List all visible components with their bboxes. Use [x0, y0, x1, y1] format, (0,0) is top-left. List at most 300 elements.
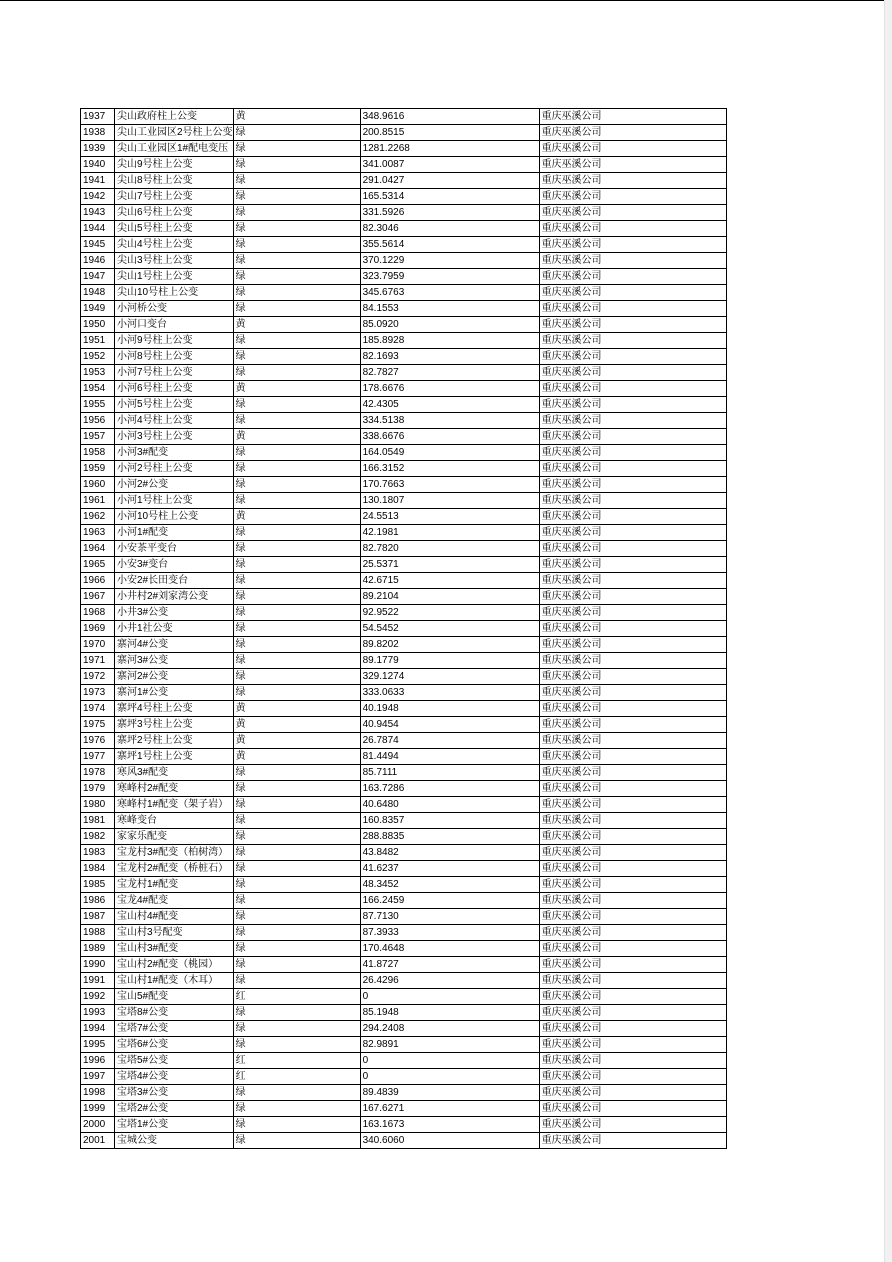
- company-cell: 重庆巫溪公司: [539, 109, 726, 125]
- status-cell: 绿: [233, 141, 360, 157]
- transformer-name-cell: 小河5号柱上公变: [115, 397, 234, 413]
- status-cell: 黄: [233, 717, 360, 733]
- company-cell: 重庆巫溪公司: [539, 141, 726, 157]
- table-row: [81, 685, 727, 701]
- table-row: [81, 541, 727, 557]
- value-cell: 185.8928: [360, 333, 539, 349]
- status-cell: 绿: [233, 477, 360, 493]
- value-cell: 81.4494: [360, 749, 539, 765]
- status-cell: 绿: [233, 877, 360, 893]
- company-cell: 重庆巫溪公司: [539, 781, 726, 797]
- value-cell: 42.6715: [360, 573, 539, 589]
- company-cell: 重庆巫溪公司: [539, 1053, 726, 1069]
- company-cell: 重庆巫溪公司: [539, 413, 726, 429]
- transformer-name-cell: 宝塔4#公变: [115, 1069, 234, 1085]
- status-cell: 黄: [233, 317, 360, 333]
- value-cell: 0: [360, 1069, 539, 1085]
- company-cell: 重庆巫溪公司: [539, 685, 726, 701]
- table-row: [81, 589, 727, 605]
- transformer-name-cell: 寨河2#公变: [115, 669, 234, 685]
- value-cell: 163.1673: [360, 1117, 539, 1133]
- row-id-cell: 1937: [81, 109, 115, 125]
- row-id-cell: 1960: [81, 477, 115, 493]
- transformer-name-cell: 尖山6号柱上公变: [115, 205, 234, 221]
- status-cell: 绿: [233, 669, 360, 685]
- value-cell: 82.7820: [360, 541, 539, 557]
- company-cell: 重庆巫溪公司: [539, 1037, 726, 1053]
- value-cell: 54.5452: [360, 621, 539, 637]
- row-id-cell: 1992: [81, 989, 115, 1005]
- company-cell: 重庆巫溪公司: [539, 765, 726, 781]
- row-id-cell: 2001: [81, 1133, 115, 1149]
- company-cell: 重庆巫溪公司: [539, 125, 726, 141]
- transformer-name-cell: 小河6号柱上公变: [115, 381, 234, 397]
- company-cell: 重庆巫溪公司: [539, 157, 726, 173]
- table-row: [81, 1037, 727, 1053]
- transformer-name-cell: 小河1号柱上公变: [115, 493, 234, 509]
- company-cell: 重庆巫溪公司: [539, 957, 726, 973]
- company-cell: 重庆巫溪公司: [539, 221, 726, 237]
- transformer-name-cell: 寒风3#配变: [115, 765, 234, 781]
- status-cell: 黄: [233, 109, 360, 125]
- company-cell: 重庆巫溪公司: [539, 1069, 726, 1085]
- table-row: [81, 701, 727, 717]
- row-id-cell: 1959: [81, 461, 115, 477]
- company-cell: 重庆巫溪公司: [539, 237, 726, 253]
- value-cell: 0: [360, 1053, 539, 1069]
- value-cell: 170.4648: [360, 941, 539, 957]
- status-cell: 绿: [233, 1133, 360, 1149]
- row-id-cell: 1953: [81, 365, 115, 381]
- transformer-name-cell: 宝龙村2#配变（桥桩石）: [115, 861, 234, 877]
- table-row: [81, 1021, 727, 1037]
- row-id-cell: 1963: [81, 525, 115, 541]
- row-id-cell: 1948: [81, 285, 115, 301]
- status-cell: 绿: [233, 413, 360, 429]
- transformer-name-cell: 宝塔3#公变: [115, 1085, 234, 1101]
- company-cell: 重庆巫溪公司: [539, 381, 726, 397]
- row-id-cell: 1991: [81, 973, 115, 989]
- company-cell: 重庆巫溪公司: [539, 461, 726, 477]
- table-row: [81, 509, 727, 525]
- row-id-cell: 1972: [81, 669, 115, 685]
- transformer-name-cell: 宝塔2#公变: [115, 1101, 234, 1117]
- value-cell: 170.7663: [360, 477, 539, 493]
- value-cell: 0: [360, 989, 539, 1005]
- row-id-cell: 1945: [81, 237, 115, 253]
- row-id-cell: 1980: [81, 797, 115, 813]
- row-id-cell: 1998: [81, 1085, 115, 1101]
- status-cell: 绿: [233, 685, 360, 701]
- value-cell: 333.0633: [360, 685, 539, 701]
- table-row: [81, 669, 727, 685]
- transformer-table: [80, 108, 727, 1149]
- status-cell: 绿: [233, 1037, 360, 1053]
- table-row: [81, 653, 727, 669]
- row-id-cell: 1939: [81, 141, 115, 157]
- status-cell: 绿: [233, 621, 360, 637]
- transformer-name-cell: 小安茶平变台: [115, 541, 234, 557]
- row-id-cell: 1988: [81, 925, 115, 941]
- status-cell: 绿: [233, 829, 360, 845]
- transformer-name-cell: 宝塔1#公变: [115, 1117, 234, 1133]
- row-id-cell: 1971: [81, 653, 115, 669]
- row-id-cell: 1996: [81, 1053, 115, 1069]
- status-cell: 绿: [233, 493, 360, 509]
- value-cell: 323.7959: [360, 269, 539, 285]
- value-cell: 89.1779: [360, 653, 539, 669]
- value-cell: 25.5371: [360, 557, 539, 573]
- table-row: [81, 1101, 727, 1117]
- value-cell: 331.5926: [360, 205, 539, 221]
- transformer-name-cell: 宝龙村3#配变（柏树湾）: [115, 845, 234, 861]
- status-cell: 绿: [233, 397, 360, 413]
- status-cell: 绿: [233, 909, 360, 925]
- row-id-cell: 1973: [81, 685, 115, 701]
- value-cell: 40.9454: [360, 717, 539, 733]
- transformer-name-cell: 小河4号柱上公变: [115, 413, 234, 429]
- status-cell: 绿: [233, 765, 360, 781]
- value-cell: 82.9891: [360, 1037, 539, 1053]
- value-cell: 85.7111: [360, 765, 539, 781]
- table-row: [81, 477, 727, 493]
- transformer-name-cell: 宝山村3#配变: [115, 941, 234, 957]
- company-cell: 重庆巫溪公司: [539, 333, 726, 349]
- value-cell: 85.1948: [360, 1005, 539, 1021]
- company-cell: 重庆巫溪公司: [539, 477, 726, 493]
- company-cell: 重庆巫溪公司: [539, 1117, 726, 1133]
- row-id-cell: 1985: [81, 877, 115, 893]
- table-row: [81, 429, 727, 445]
- company-cell: 重庆巫溪公司: [539, 877, 726, 893]
- company-cell: 重庆巫溪公司: [539, 253, 726, 269]
- table-row: [81, 813, 727, 829]
- value-cell: 87.3933: [360, 925, 539, 941]
- value-cell: 345.6763: [360, 285, 539, 301]
- row-id-cell: 1983: [81, 845, 115, 861]
- row-id-cell: 1976: [81, 733, 115, 749]
- status-cell: 绿: [233, 349, 360, 365]
- value-cell: 355.5614: [360, 237, 539, 253]
- transformer-name-cell: 宝山5#配变: [115, 989, 234, 1005]
- table-row: [81, 1053, 727, 1069]
- status-cell: 绿: [233, 365, 360, 381]
- table-row: [81, 397, 727, 413]
- transformer-name-cell: 宝塔5#公变: [115, 1053, 234, 1069]
- status-cell: 绿: [233, 845, 360, 861]
- transformer-name-cell: 宝城公变: [115, 1133, 234, 1149]
- status-cell: 绿: [233, 813, 360, 829]
- value-cell: 42.1981: [360, 525, 539, 541]
- company-cell: 重庆巫溪公司: [539, 733, 726, 749]
- row-id-cell: 1965: [81, 557, 115, 573]
- company-cell: 重庆巫溪公司: [539, 973, 726, 989]
- transformer-name-cell: 小河2号柱上公变: [115, 461, 234, 477]
- row-id-cell: 1968: [81, 605, 115, 621]
- table-row: [81, 413, 727, 429]
- company-cell: 重庆巫溪公司: [539, 189, 726, 205]
- transformer-name-cell: 宝塔6#公变: [115, 1037, 234, 1053]
- company-cell: 重庆巫溪公司: [539, 349, 726, 365]
- transformer-name-cell: 寨河3#公变: [115, 653, 234, 669]
- transformer-name-cell: 尖山10号柱上公变: [115, 285, 234, 301]
- status-cell: 绿: [233, 653, 360, 669]
- status-cell: 绿: [233, 1101, 360, 1117]
- page-right-edge: [884, 0, 892, 1262]
- status-cell: 绿: [233, 221, 360, 237]
- value-cell: 291.0427: [360, 173, 539, 189]
- table-row: [81, 125, 727, 141]
- row-id-cell: 1995: [81, 1037, 115, 1053]
- transformer-name-cell: 寒峰村2#配变: [115, 781, 234, 797]
- status-cell: 黄: [233, 429, 360, 445]
- row-id-cell: 1967: [81, 589, 115, 605]
- value-cell: 82.7827: [360, 365, 539, 381]
- table-row: [81, 781, 727, 797]
- table-row: [81, 189, 727, 205]
- status-cell: 绿: [233, 173, 360, 189]
- table-row: [81, 365, 727, 381]
- table-row: [81, 573, 727, 589]
- value-cell: 338.6676: [360, 429, 539, 445]
- value-cell: 341.0087: [360, 157, 539, 173]
- row-id-cell: 1943: [81, 205, 115, 221]
- transformer-name-cell: 宝龙4#配变: [115, 893, 234, 909]
- row-id-cell: 1964: [81, 541, 115, 557]
- table-row: [81, 957, 727, 973]
- row-id-cell: 1956: [81, 413, 115, 429]
- page-top-rule: [0, 0, 892, 1]
- value-cell: 370.1229: [360, 253, 539, 269]
- table-row: [81, 877, 727, 893]
- transformer-name-cell: 寒峰村1#配变（架子岩）: [115, 797, 234, 813]
- status-cell: 绿: [233, 941, 360, 957]
- status-cell: 红: [233, 989, 360, 1005]
- status-cell: 绿: [233, 541, 360, 557]
- value-cell: 130.1807: [360, 493, 539, 509]
- table-row: [81, 1085, 727, 1101]
- status-cell: 绿: [233, 1117, 360, 1133]
- company-cell: 重庆巫溪公司: [539, 941, 726, 957]
- status-cell: 绿: [233, 637, 360, 653]
- transformer-name-cell: 宝山村4#配变: [115, 909, 234, 925]
- row-id-cell: 1977: [81, 749, 115, 765]
- value-cell: 348.9616: [360, 109, 539, 125]
- table-row: [81, 797, 727, 813]
- company-cell: 重庆巫溪公司: [539, 1021, 726, 1037]
- row-id-cell: 1940: [81, 157, 115, 173]
- row-id-cell: 1946: [81, 253, 115, 269]
- row-id-cell: 1994: [81, 1021, 115, 1037]
- company-cell: 重庆巫溪公司: [539, 813, 726, 829]
- value-cell: 166.3152: [360, 461, 539, 477]
- transformer-name-cell: 寨河4#公变: [115, 637, 234, 653]
- table-row: [81, 621, 727, 637]
- row-id-cell: 1942: [81, 189, 115, 205]
- table-row: [81, 749, 727, 765]
- row-id-cell: 1952: [81, 349, 115, 365]
- transformer-name-cell: 小安2#长田变台: [115, 573, 234, 589]
- company-cell: 重庆巫溪公司: [539, 493, 726, 509]
- status-cell: 绿: [233, 1021, 360, 1037]
- transformer-name-cell: 寨坪1号柱上公变: [115, 749, 234, 765]
- status-cell: 绿: [233, 861, 360, 877]
- row-id-cell: 1979: [81, 781, 115, 797]
- table-row: [81, 237, 727, 253]
- value-cell: 84.1553: [360, 301, 539, 317]
- status-cell: 黄: [233, 381, 360, 397]
- company-cell: 重庆巫溪公司: [539, 989, 726, 1005]
- company-cell: 重庆巫溪公司: [539, 445, 726, 461]
- table-row: [81, 157, 727, 173]
- row-id-cell: 1941: [81, 173, 115, 189]
- table-row: [81, 445, 727, 461]
- value-cell: 48.3452: [360, 877, 539, 893]
- transformer-name-cell: 宝龙村1#配变: [115, 877, 234, 893]
- row-id-cell: 1955: [81, 397, 115, 413]
- transformer-name-cell: 尖山7号柱上公变: [115, 189, 234, 205]
- value-cell: 165.5314: [360, 189, 539, 205]
- row-id-cell: 1957: [81, 429, 115, 445]
- table-row: [81, 973, 727, 989]
- company-cell: 重庆巫溪公司: [539, 1101, 726, 1117]
- company-cell: 重庆巫溪公司: [539, 205, 726, 221]
- table-row: [81, 381, 727, 397]
- row-id-cell: 1975: [81, 717, 115, 733]
- company-cell: 重庆巫溪公司: [539, 509, 726, 525]
- value-cell: 89.2104: [360, 589, 539, 605]
- transformer-name-cell: 寨坪2号柱上公变: [115, 733, 234, 749]
- value-cell: 40.6480: [360, 797, 539, 813]
- status-cell: 绿: [233, 269, 360, 285]
- value-cell: 26.7874: [360, 733, 539, 749]
- transformer-name-cell: 寨河1#公变: [115, 685, 234, 701]
- row-id-cell: 1993: [81, 1005, 115, 1021]
- value-cell: 167.6271: [360, 1101, 539, 1117]
- company-cell: 重庆巫溪公司: [539, 1085, 726, 1101]
- value-cell: 85.0920: [360, 317, 539, 333]
- status-cell: 绿: [233, 445, 360, 461]
- status-cell: 绿: [233, 125, 360, 141]
- status-cell: 绿: [233, 157, 360, 173]
- row-id-cell: 1962: [81, 509, 115, 525]
- status-cell: 绿: [233, 237, 360, 253]
- company-cell: 重庆巫溪公司: [539, 317, 726, 333]
- value-cell: 41.6237: [360, 861, 539, 877]
- company-cell: 重庆巫溪公司: [539, 365, 726, 381]
- table-row: [81, 253, 727, 269]
- row-id-cell: 1982: [81, 829, 115, 845]
- table-row: [81, 1069, 727, 1085]
- value-cell: 1281.2268: [360, 141, 539, 157]
- transformer-name-cell: 小河1#配变: [115, 525, 234, 541]
- status-cell: 红: [233, 1053, 360, 1069]
- status-cell: 绿: [233, 973, 360, 989]
- value-cell: 294.2408: [360, 1021, 539, 1037]
- company-cell: 重庆巫溪公司: [539, 397, 726, 413]
- status-cell: 绿: [233, 605, 360, 621]
- status-cell: 绿: [233, 957, 360, 973]
- transformer-name-cell: 小河2#公变: [115, 477, 234, 493]
- transformer-name-cell: 小河3号柱上公变: [115, 429, 234, 445]
- transformer-name-cell: 小河3#配变: [115, 445, 234, 461]
- table-row: [81, 1005, 727, 1021]
- value-cell: 340.6060: [360, 1133, 539, 1149]
- company-cell: 重庆巫溪公司: [539, 861, 726, 877]
- status-cell: 黄: [233, 509, 360, 525]
- row-id-cell: 1997: [81, 1069, 115, 1085]
- row-id-cell: 1944: [81, 221, 115, 237]
- transformer-table-body: [81, 109, 727, 1149]
- table-row: [81, 829, 727, 845]
- value-cell: 160.8357: [360, 813, 539, 829]
- table-row: [81, 925, 727, 941]
- table-row: [81, 605, 727, 621]
- transformer-name-cell: 宝塔8#公变: [115, 1005, 234, 1021]
- row-id-cell: 1999: [81, 1101, 115, 1117]
- company-cell: 重庆巫溪公司: [539, 285, 726, 301]
- company-cell: 重庆巫溪公司: [539, 845, 726, 861]
- company-cell: 重庆巫溪公司: [539, 589, 726, 605]
- company-cell: 重庆巫溪公司: [539, 301, 726, 317]
- status-cell: 绿: [233, 1005, 360, 1021]
- table-row: [81, 941, 727, 957]
- transformer-name-cell: 小河7号柱上公变: [115, 365, 234, 381]
- company-cell: 重庆巫溪公司: [539, 1133, 726, 1149]
- company-cell: 重庆巫溪公司: [539, 269, 726, 285]
- company-cell: 重庆巫溪公司: [539, 605, 726, 621]
- table-row: [81, 285, 727, 301]
- transformer-name-cell: 小河10号柱上公变: [115, 509, 234, 525]
- value-cell: 40.1948: [360, 701, 539, 717]
- value-cell: 82.3046: [360, 221, 539, 237]
- row-id-cell: 1969: [81, 621, 115, 637]
- company-cell: 重庆巫溪公司: [539, 797, 726, 813]
- transformer-name-cell: 宝塔7#公变: [115, 1021, 234, 1037]
- status-cell: 绿: [233, 1085, 360, 1101]
- transformer-name-cell: 寨坪3号柱上公变: [115, 717, 234, 733]
- status-cell: 黄: [233, 701, 360, 717]
- table-row: [81, 1133, 727, 1149]
- row-id-cell: 1949: [81, 301, 115, 317]
- status-cell: 绿: [233, 205, 360, 221]
- transformer-name-cell: 尖山3号柱上公变: [115, 253, 234, 269]
- table-row: [81, 349, 727, 365]
- row-id-cell: 1974: [81, 701, 115, 717]
- value-cell: 166.2459: [360, 893, 539, 909]
- row-id-cell: 2000: [81, 1117, 115, 1133]
- row-id-cell: 1958: [81, 445, 115, 461]
- company-cell: 重庆巫溪公司: [539, 653, 726, 669]
- row-id-cell: 1986: [81, 893, 115, 909]
- table-row: [81, 461, 727, 477]
- table-row: [81, 173, 727, 189]
- status-cell: 绿: [233, 285, 360, 301]
- status-cell: 黄: [233, 733, 360, 749]
- company-cell: 重庆巫溪公司: [539, 829, 726, 845]
- row-id-cell: 1938: [81, 125, 115, 141]
- value-cell: 89.4839: [360, 1085, 539, 1101]
- company-cell: 重庆巫溪公司: [539, 429, 726, 445]
- status-cell: 绿: [233, 301, 360, 317]
- status-cell: 红: [233, 1069, 360, 1085]
- table-row: [81, 333, 727, 349]
- status-cell: 绿: [233, 925, 360, 941]
- table-row: [81, 733, 727, 749]
- transformer-name-cell: 小井3#公变: [115, 605, 234, 621]
- table-row: [81, 717, 727, 733]
- company-cell: 重庆巫溪公司: [539, 637, 726, 653]
